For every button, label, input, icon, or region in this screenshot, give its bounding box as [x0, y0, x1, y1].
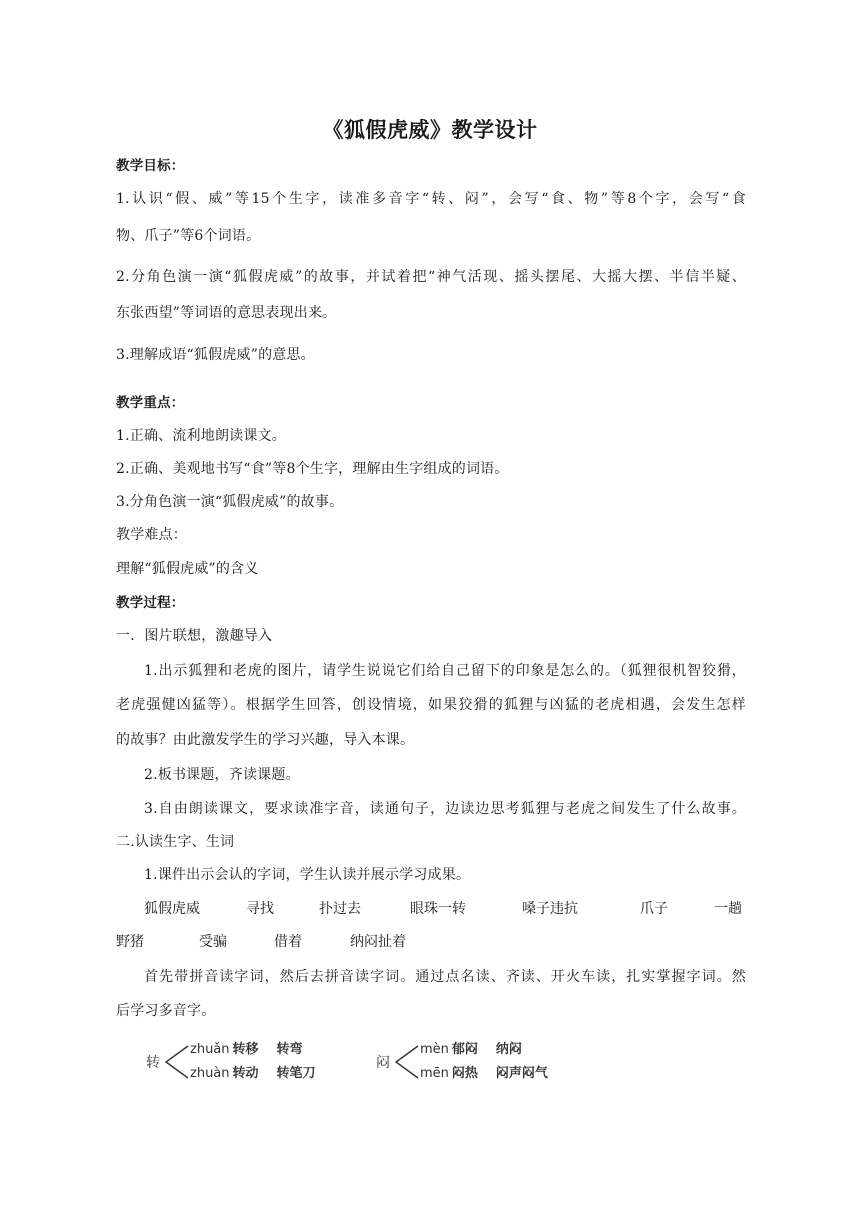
word-item: 眼珠一转 [410, 901, 466, 917]
polyphone-zhuan [146, 1034, 346, 1090]
polyphone-char: 闷 [376, 1055, 390, 1071]
key-points-heading: 教学重点： [116, 395, 185, 411]
word: 闷热 [451, 1066, 478, 1081]
bracket-icon [162, 1042, 192, 1082]
objective-3: 3.理解成语“狐假虎威”的意思。 [116, 347, 315, 363]
objectives-heading: 教学目标： [116, 158, 185, 174]
pinyin: zhuǎn [190, 1042, 230, 1057]
section-2-title: 二.认读生字、生词 [116, 834, 235, 850]
pinyin: mēn [420, 1066, 449, 1081]
section-1-title: 一．图片联想，激趣导入 [116, 628, 273, 644]
section-1-p1-line-2: 老虎强健凶猛等）。根据学生回答，创设情境，如果狡猾的狐狸与凶猛的老虎相遇，会发生怎样 [116, 697, 746, 713]
section-1-p1-line-3: 的故事？由此激发学生的学习兴趣，导入本课。 [116, 732, 415, 748]
section-1-p3: 3.自由朗读课文，要求读准字音，读通句子，边读边思考狐狸与老虎之间发生了什么故事。 [144, 801, 746, 817]
objective-1-line-1: 1.认识“假、威”等15个生字，读准多音字“转、闷”，会写“食、物”等8个字，会写“食 [116, 191, 746, 207]
word-item: 狐假虎威 [144, 901, 200, 917]
bracket-icon [392, 1042, 422, 1082]
word: 转动 [232, 1066, 259, 1081]
objective-1-line-2: 物、爪子”等6个词语。 [116, 228, 261, 244]
section-2-p2-line-1: 首先带拼音读字词，然后去拼音读字词。通过点名读、齐读、开火车读，扎实掌握字词。然 [144, 969, 746, 985]
key-point-2: 2.正确、美观地书写“食”等8个生字，理解由生字组成的词语。 [116, 461, 509, 477]
polyphone-men [376, 1034, 576, 1090]
word: 纳闷 [495, 1042, 522, 1057]
word-item: 扑过去 [319, 901, 361, 917]
key-point-3: 3.分角色演一演“狐假虎威”的故事。 [116, 494, 344, 510]
key-point-1: 1.正确、流利地朗读课文。 [116, 428, 286, 444]
pinyin: zhuàn [190, 1066, 230, 1081]
difficulty-text: 理解“狐假虎威”的含义 [116, 561, 259, 577]
section-2-p1: 1.课件出示会认的字词，学生认读并展示学习成果。 [144, 867, 471, 883]
word-item: 嗓子违抗 [522, 901, 578, 917]
polyphone-char: 转 [146, 1055, 160, 1071]
word-item: 纳闷扯着 [350, 934, 406, 950]
word-item: 爪子 [640, 901, 668, 917]
word-item: 野猪 [116, 934, 144, 950]
page-title: 《狐假虎威》教学设计 [322, 118, 538, 142]
word: 郁闷 [451, 1042, 478, 1057]
process-heading: 教学过程： [116, 595, 185, 611]
word-item: 借着 [274, 934, 302, 950]
word: 转弯 [276, 1042, 303, 1057]
objective-2-line-1: 2.分角色演一演“狐假虎威”的故事，并试着把“神气活现、摇头摆尾、大摇大摆、半信半疑、 [116, 269, 746, 285]
objective-2-line-2: 东张西望”等词语的意思表现出来。 [116, 305, 337, 321]
word: 闷声闷气 [495, 1066, 548, 1081]
word: 转笔刀 [276, 1066, 316, 1081]
section-1-p2: 2.板书课题，齐读课题。 [144, 767, 300, 783]
section-1-p1-line-1: 1.出示狐狸和老虎的图片，请学生说说它们给自己留下的印象是怎么的。（狐狸很机智狡猾， [144, 663, 746, 679]
word: 转移 [232, 1042, 259, 1057]
pinyin: mèn [420, 1042, 449, 1057]
word-item: 寻找 [246, 901, 274, 917]
section-2-p2-line-2: 后学习多音字。 [116, 1003, 216, 1019]
word-item: 一趟 [714, 901, 742, 917]
word-item: 受骗 [199, 934, 227, 950]
difficulty-heading: 教学难点： [116, 527, 187, 543]
